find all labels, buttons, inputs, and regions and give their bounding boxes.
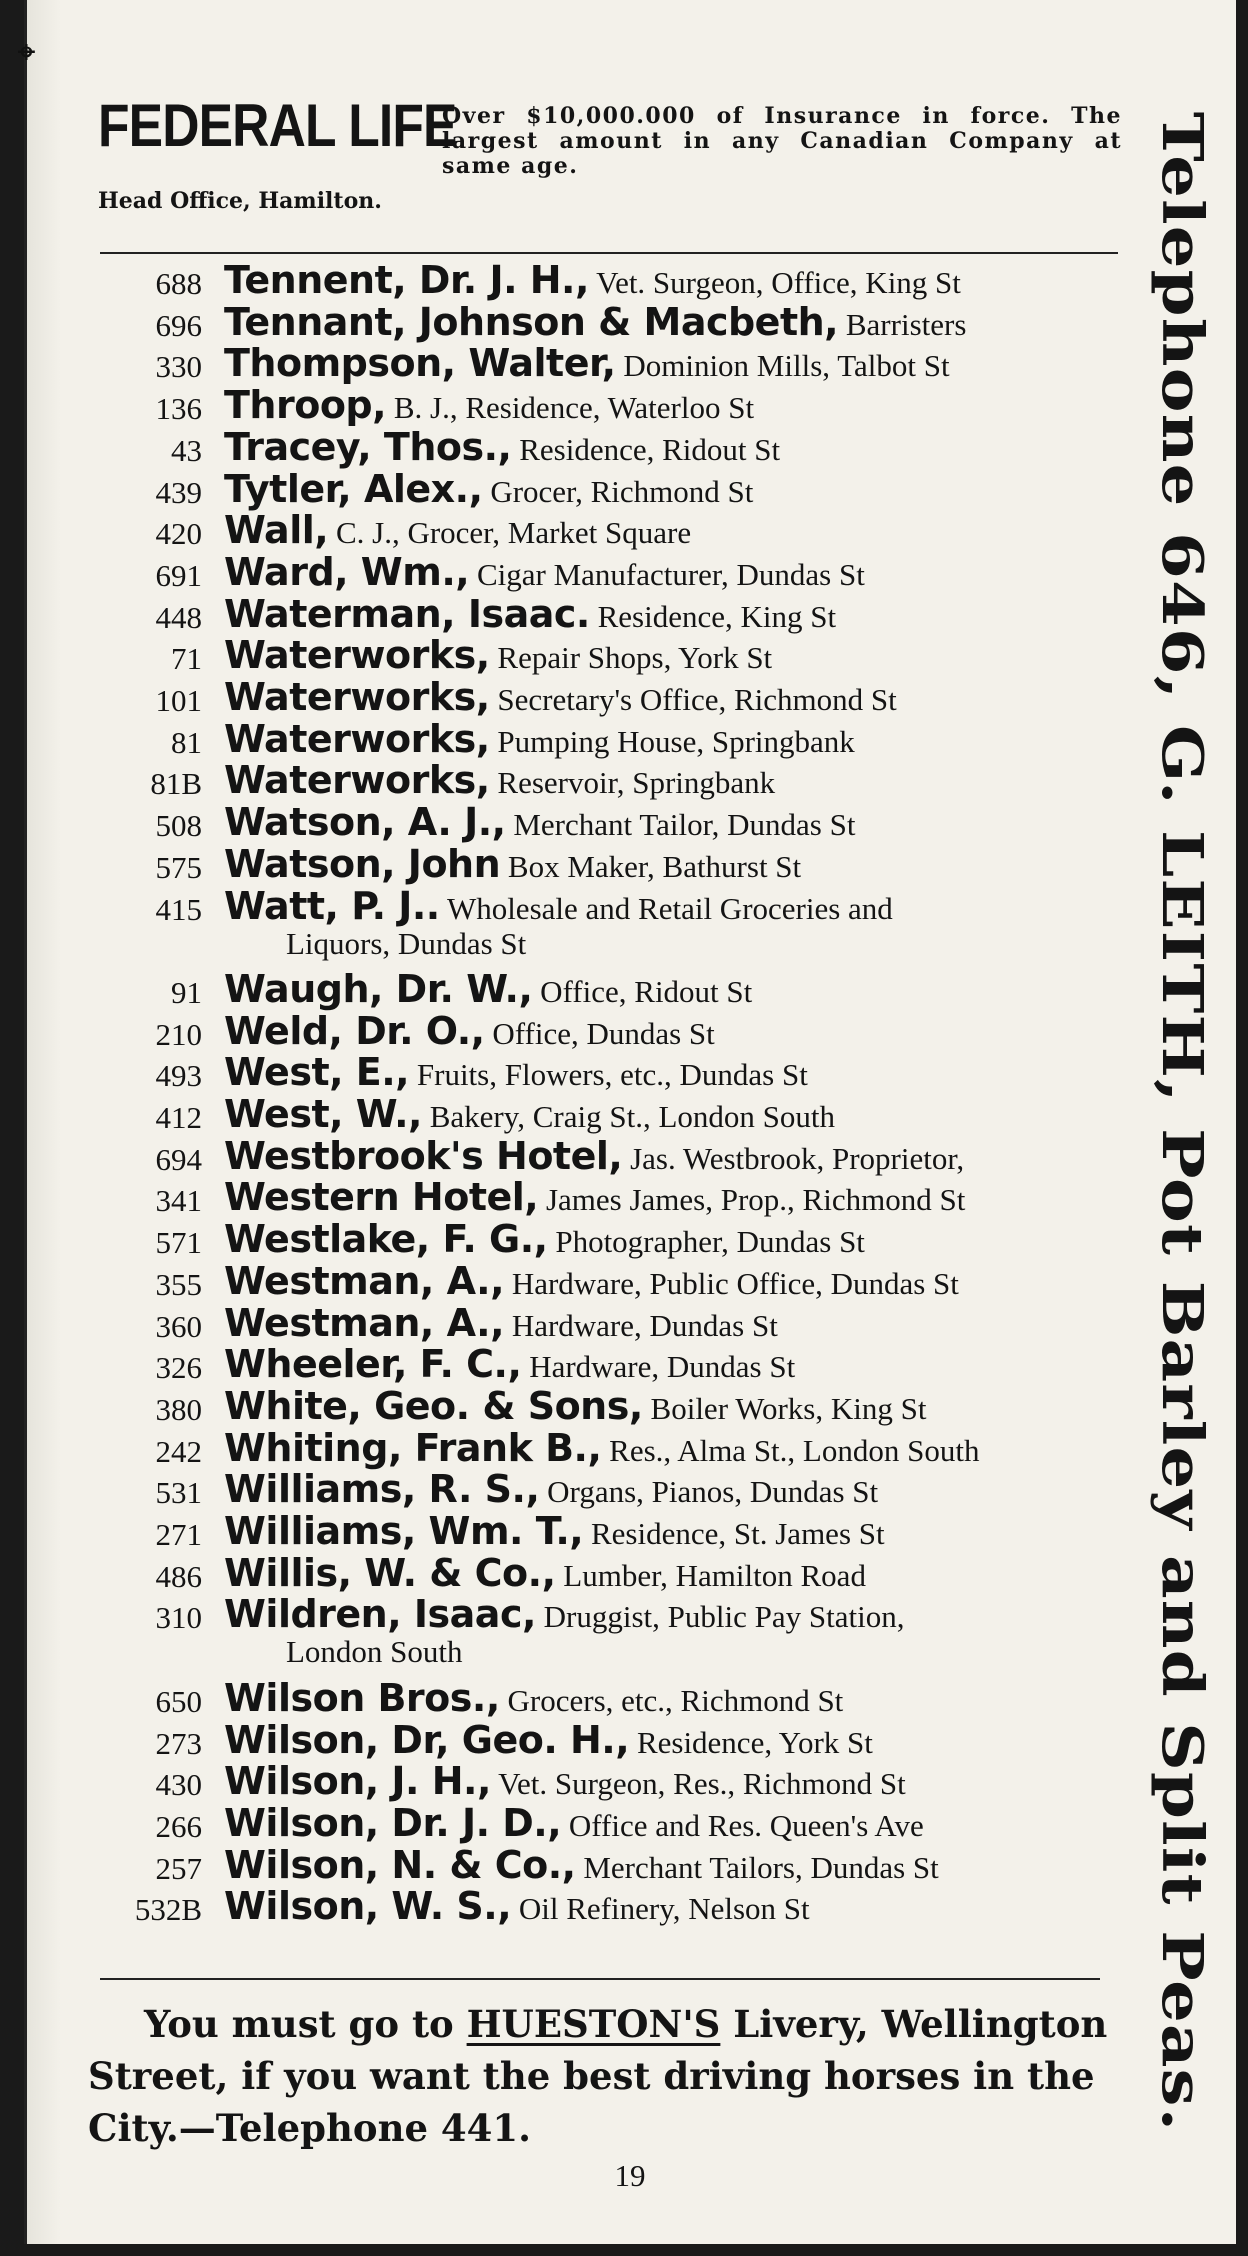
telephone-number: 415 (155, 891, 202, 927)
entry-name: Thompson, Walter, (224, 341, 616, 386)
telephone-number: 532B (134, 1892, 202, 1928)
telephone-number: 360 (155, 1308, 202, 1344)
entry-line (224, 967, 1134, 1012)
entry-line (224, 884, 1134, 929)
entry-detail: Hardware, Dundas St (504, 1307, 778, 1343)
footer-ad-text-after: Livery, Wellington Street, if you want the best driving horses in the City.—Telephone 441. (88, 2002, 1108, 2150)
header-rule (100, 252, 1118, 254)
telephone-number: 91 (171, 974, 202, 1010)
telephone-number: 266 (155, 1808, 202, 1844)
entry-detail: Vet. Surgeon, Res., Richmond St (490, 1766, 906, 1802)
entry-detail: Jas. Westbrook, Proprietor, (622, 1140, 965, 1176)
entry-line (224, 1759, 1134, 1804)
entry-detail: Hardware, Dundas St (521, 1349, 796, 1385)
telephone-number: 210 (155, 1016, 202, 1052)
telephone-number: 688 (155, 266, 202, 301)
entry-continuation: London South (286, 1634, 463, 1670)
telephone-number: 81 (171, 724, 202, 760)
entry-line (224, 508, 1134, 553)
entry-detail: C. J., Grocer, Market Square (328, 515, 692, 551)
entry-line (224, 1592, 1134, 1637)
entry-continuation: Liquors, Dundas St (286, 925, 527, 961)
entry-detail: Wholesale and Retail Groceries and (439, 890, 893, 926)
entry-detail: James James, Prop., Richmond St (538, 1182, 966, 1218)
entry-line (224, 1718, 1134, 1763)
entry-detail: Grocer, Richmond St (482, 473, 754, 509)
telephone-number: 273 (155, 1725, 202, 1761)
telephone-number: 341 (155, 1183, 202, 1219)
binding-mark-icon: ⌖ (18, 35, 35, 70)
entry-line (224, 717, 1134, 762)
telephone-number: 71 (171, 641, 202, 677)
entry-detail: Grocers, etc., Richmond St (499, 1682, 844, 1718)
telephone-number: 310 (155, 1600, 202, 1636)
entry-detail: Boiler Works, King St (642, 1390, 927, 1426)
entry-name: Wall, (224, 508, 329, 553)
entry-detail: Dominion Mills, Talbot St (615, 348, 950, 384)
binding-edge (24, 0, 61, 2244)
entry-name: Western Hotel, (224, 1175, 539, 1220)
telephone-number: 43 (171, 432, 202, 468)
entry-detail: Merchant Tailor, Dundas St (505, 807, 856, 843)
ad-head-office: Head Office, Hamilton. (98, 188, 382, 214)
entry-line (224, 1884, 1134, 1929)
entry-name: West, W., (224, 1092, 422, 1136)
entry-detail: Bakery, Craig St., London South (421, 1099, 835, 1134)
entry-name: Williams, Wm. T., (224, 1509, 584, 1553)
entry-line (224, 1843, 1134, 1888)
ad-title: FEDERAL LIFE (98, 92, 457, 159)
entry-line (224, 1217, 1134, 1262)
telephone-number: 696 (155, 307, 202, 343)
entry-name: Wheeler, F. C., (224, 1342, 522, 1387)
footer-rule (100, 1978, 1100, 1980)
footer-ad (88, 1998, 1116, 2154)
entry-name: White, Geo. & Sons, (224, 1383, 643, 1428)
entry-line (224, 1467, 1134, 1512)
entry-detail: Hardware, Public Office, Dundas St (504, 1265, 959, 1301)
entry-name: Wilson, N. & Co., (224, 1842, 576, 1887)
entry-line (224, 1259, 1134, 1304)
entry-line (224, 1009, 1134, 1054)
entry-line (224, 1301, 1134, 1346)
entry-detail: Residence, St. James St (583, 1516, 885, 1551)
entry-name: Wilson, Dr. J. D., (224, 1800, 562, 1845)
entry-name: Tracey, Thos., (224, 424, 512, 469)
entry-line (224, 300, 1134, 345)
entry-detail: Repair Shops, York St (489, 640, 773, 676)
entry-line (224, 425, 1134, 470)
entry-name: Wilson, W. S., (224, 1884, 512, 1929)
telephone-number: 493 (155, 1058, 202, 1094)
entry-detail: Residence, King St (589, 598, 837, 634)
entry-name: Willis, W. & Co., (224, 1550, 556, 1595)
telephone-number: 271 (155, 1517, 202, 1552)
entry-name: Waterman, Isaac. (224, 591, 590, 636)
entry-line (224, 1426, 1134, 1471)
telephone-number: 486 (155, 1558, 202, 1594)
telephone-number: 326 (155, 1350, 202, 1386)
telephone-number: 650 (155, 1683, 202, 1719)
entry-line (224, 383, 1134, 428)
entry-name: Wilson Bros., (224, 1675, 500, 1720)
telephone-number: 571 (155, 1225, 202, 1261)
entry-name: Waterworks, (224, 675, 490, 719)
entry-name: Westbrook's Hotel, (224, 1133, 623, 1178)
entry-name: Wildren, Isaac, (224, 1592, 536, 1637)
telephone-number: 101 (155, 683, 202, 718)
telephone-number: 430 (155, 1767, 202, 1803)
telephone-number: 412 (155, 1100, 202, 1135)
entry-detail: B. J., Residence, Waterloo St (386, 390, 755, 426)
entry-line (224, 1092, 1134, 1137)
page-number: 19 (614, 2158, 646, 2193)
telephone-number: 694 (155, 1141, 202, 1177)
telephone-number: 257 (155, 1850, 202, 1886)
entry-line (224, 1175, 1134, 1220)
entry-name: Waugh, Dr. W., (224, 966, 533, 1011)
entry-name: Williams, R. S., (224, 1467, 540, 1512)
entry-name: Waterworks, (224, 716, 490, 761)
entry-detail: Residence, York St (629, 1724, 873, 1760)
entry-name: Whiting, Frank B., (224, 1425, 602, 1470)
entry-detail: Fruits, Flowers, etc., Dundas St (409, 1057, 808, 1093)
entry-name: Tennent, Dr. J. H., (224, 258, 589, 302)
telephone-number: 355 (155, 1266, 202, 1302)
telephone-number: 508 (155, 808, 202, 844)
entry-name: Tytler, Alex., (224, 466, 483, 511)
entry-name: Westman, A., (224, 1258, 505, 1303)
entry-line (224, 592, 1134, 637)
entry-line (224, 341, 1134, 386)
entry-line (224, 1676, 1134, 1721)
entry-name: Watson, A. J., (224, 800, 506, 845)
entry-line (224, 800, 1134, 845)
entry-detail: Box Maker, Bathurst St (500, 848, 802, 884)
entry-detail: Merchant Tailors, Dundas St (575, 1849, 939, 1885)
telephone-number: 136 (155, 391, 202, 427)
entry-name: Watt, P. J.. (224, 883, 440, 928)
footer-ad-text-before: You must go to (144, 2002, 467, 2046)
entry-detail: Photographer, Dundas St (547, 1224, 865, 1260)
entry-detail: Vet. Surgeon, Office, King St (588, 265, 961, 300)
entry-detail: Oil Refinery, Nelson St (511, 1891, 810, 1927)
entry-name: Ward, Wm., (224, 549, 470, 594)
entry-name: Weld, Dr. O., (224, 1008, 485, 1053)
entry-detail: Office, Ridout St (532, 973, 753, 1009)
entry-detail: Residence, Ridout St (511, 431, 781, 467)
entry-name: Wilson, J. H., (224, 1759, 491, 1804)
entry-name: Watson, John (224, 841, 501, 886)
entry-name: Waterworks, (224, 758, 490, 803)
telephone-number: 531 (155, 1475, 202, 1511)
entry-line (224, 1801, 1134, 1846)
entry-line (224, 758, 1134, 803)
livery-name: HUESTON'S (466, 2002, 721, 2046)
telephone-number: 242 (155, 1433, 202, 1469)
entry-detail: Organs, Pianos, Dundas St (539, 1474, 879, 1510)
entry-line (224, 1134, 1134, 1179)
telephone-number: 380 (155, 1391, 202, 1427)
entry-name: West, E., (224, 1050, 410, 1095)
entry-detail: Barristers (838, 306, 967, 342)
entry-line (224, 633, 1134, 678)
entry-line (224, 1384, 1134, 1429)
telephone-number: 575 (155, 849, 202, 885)
telephone-number: 81B (150, 766, 202, 802)
entry-name: Throop, (224, 383, 387, 428)
telephone-number: 420 (155, 516, 202, 552)
entry-line (224, 258, 1134, 303)
entry-name: Wilson, Dr, Geo. H., (224, 1717, 630, 1762)
entry-detail: Res., Alma St., London South (601, 1432, 980, 1468)
ad-claim: Over $10,000.000 of Insurance in force. The largest amount in any Canadian Company at same age. (442, 103, 1122, 179)
telephone-number: 448 (155, 599, 202, 635)
entry-name: Westlake, F. G., (224, 1217, 548, 1262)
entry-line (224, 467, 1134, 512)
entry-line (224, 1551, 1134, 1596)
entry-detail: Office and Res. Queen's Ave (561, 1807, 924, 1843)
entry-detail: Office, Dundas St (484, 1015, 715, 1051)
entry-detail: Reservoir, Springbank (489, 765, 776, 801)
entry-line (224, 675, 1134, 720)
entry-detail: Druggist, Public Pay Station, (535, 1599, 905, 1635)
entry-detail: Pumping House, Springbank (489, 723, 855, 759)
entry-line (224, 1050, 1134, 1095)
telephone-number: 330 (155, 349, 202, 385)
entry-detail: Secretary's Office, Richmond St (489, 682, 897, 717)
telephone-number: 691 (155, 557, 202, 593)
entry-detail: Cigar Manufacturer, Dundas St (469, 556, 865, 592)
entry-name: Tennant, Johnson & Macbeth, (224, 299, 839, 344)
entry-detail: Lumber, Hamilton Road (555, 1557, 866, 1593)
entry-name: Westman, A., (224, 1300, 505, 1345)
entry-line (224, 1342, 1134, 1387)
telephone-number: 439 (155, 474, 202, 510)
entry-name: Waterworks, (224, 633, 490, 678)
directory-page (18, 0, 1236, 2244)
entry-line (224, 842, 1134, 887)
entry-line (224, 550, 1134, 595)
entry-line (224, 1509, 1134, 1554)
side-ad: Telephone 646, G. LEITH, Pot Barley and Split Peas. (1149, 111, 1215, 2133)
